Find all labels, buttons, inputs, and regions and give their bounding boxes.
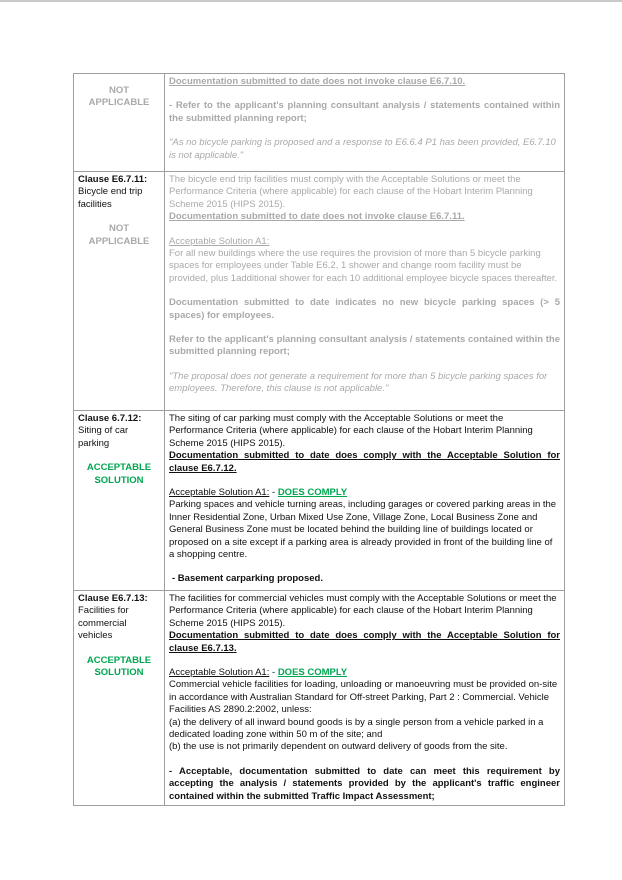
clause-number: Clause E6.7.11: [78,174,148,185]
statement-heading: Documentation submitted to date does not invoke clause E6.7.11. [169,211,465,223]
status-label: ACCEPTABLE SOLUTION [86,462,152,486]
content-cell [165,591,565,806]
content-cell [165,411,565,591]
does-comply-label: DOES COMPLY [277,667,348,679]
clause-number: Clause 6.7.12: [78,413,142,424]
acceptable-solution-line [169,667,560,679]
solution-condition-b: (b) the use is not primarily dependent on outward delivery of goods from the site. [169,741,508,753]
clause-title: Bicycle end trip facilities [78,186,143,210]
status-label: NOT APPLICABLE [88,223,150,247]
clause-number: Clause E6.7.13: [78,593,148,604]
status-label: ACCEPTABLE SOLUTION [86,654,152,679]
statement-heading: Documentation submitted to date does comply with the Acceptable Solution for clause E6.7.12. [169,450,560,474]
acceptable-solution-line [169,487,560,499]
solution-text: Parking spaces and vehicle turning areas, including garages or covered parking areas in the Inner Residential Zone, Urban Mixed Use Zone, Village Zone, Local Business Zone and General Business Zone must be located behind the building line of buildings located or proposed on a site except if a parking area is already provided in front of the building line of a shopping centre. [169,499,557,561]
assessment-note: - Basement carparking proposed. [172,573,323,585]
applicant-quote: "The proposal does not generate a requirement for more than 5 bicycle parking spaces for employees. Therefore, this clause is not applicable." [169,370,548,395]
table-row-clause-6-7-12 [74,411,565,591]
clause-requirement: The siting of car parking must comply with the Acceptable Solutions or meet the Performance Criteria (where applicable) for each clause of the Hobart Interim Planning Scheme 2015 (HIPS 2015). [169,413,533,449]
refer-statement: Refer to the applicant's planning consultant analysis / statements contained within the submitted planning report; [169,334,560,358]
acceptable-solution-label: Acceptable Solution A1: [169,667,270,679]
content-cell [165,172,565,411]
documentation-note: Documentation submitted to date indicates no new bicycle parking spaces (> 5 spaces) for employees. [169,297,560,321]
table-row-clause-e6-7-13 [74,591,565,806]
does-comply-label: DOES COMPLY [277,487,348,499]
acceptable-solution-label: Acceptable Solution A1: [169,487,270,499]
statement-heading: Documentation submitted to date does not invoke clause E6.7.10. [169,76,466,87]
solution-condition-a: (a) the delivery of all inward bound goods is by a single person from a vehicle parked in a dedicated loading zone within 50 m of the site; and [169,716,544,741]
clause-cell [74,74,165,172]
assessment-note: - Acceptable, documentation submitted to date can meet this requirement by accepting the analysis / statements provided by the applicant's traffic engineer contained within the submitted Traffic Impact Assessment; [169,765,560,802]
page-edge-line [0,0,622,2]
clause-title: Facilities for commercial vehicles [78,605,129,642]
clause-cell [74,172,165,411]
clause-requirement: The facilities for commercial vehicles must comply with the Acceptable Solutions or meet the Performance Criteria (where applicable) for each clause of the Hobart Interim Planning Scheme 2015 (HIPS 2015). [169,593,557,629]
planning-assessment-table [73,73,565,806]
refer-statement: - Refer to the applicant's planning consultant analysis / statements contained within the submitted planning report; [169,100,560,124]
status-label: NOT APPLICABLE [88,85,150,109]
clause-title: Siting of car parking [78,425,129,449]
content-cell [165,74,565,172]
clause-requirement: The bicycle end trip facilities must comply with the Acceptable Solutions or meet the Performance Criteria (where applicable) for each clause of the Hobart Interim Planning Scheme 2015 (HIPS 2015). [169,174,533,210]
statement-heading: Documentation submitted to date does comply with the Acceptable Solution for clause E6.7.13. [169,630,560,654]
clause-cell [74,411,165,591]
solution-text: For all new buildings where the use requires the provision of more than 5 bicycle parking spaces for employees under Table E6.2, 1 shower and change room facility must be provided, plus 1additional shower for each 10 additional employee bicycle spaces thereafter. [169,248,558,284]
separator: - [269,487,278,499]
solution-text: Commercial vehicle facilities for loading, unloading or manoeuvring must be provided on-site in accordance with Australian Standard for Off-street Parking, Part 2 : Commercial. Vehicle Facilities AS 2890.2:2002, unless: [169,679,558,716]
applicant-quote: "As no bicycle parking is proposed and a response to E6.6.4 P1 has been provided, E6.7.10 is not applicable." [169,137,556,161]
acceptable-solution-label: Acceptable Solution A1: [169,235,270,247]
table-row-clause-e6-7-11 [74,172,565,411]
separator: - [269,667,278,679]
clause-cell [74,591,165,806]
table-row-clause-e6-7-10 [74,74,565,172]
